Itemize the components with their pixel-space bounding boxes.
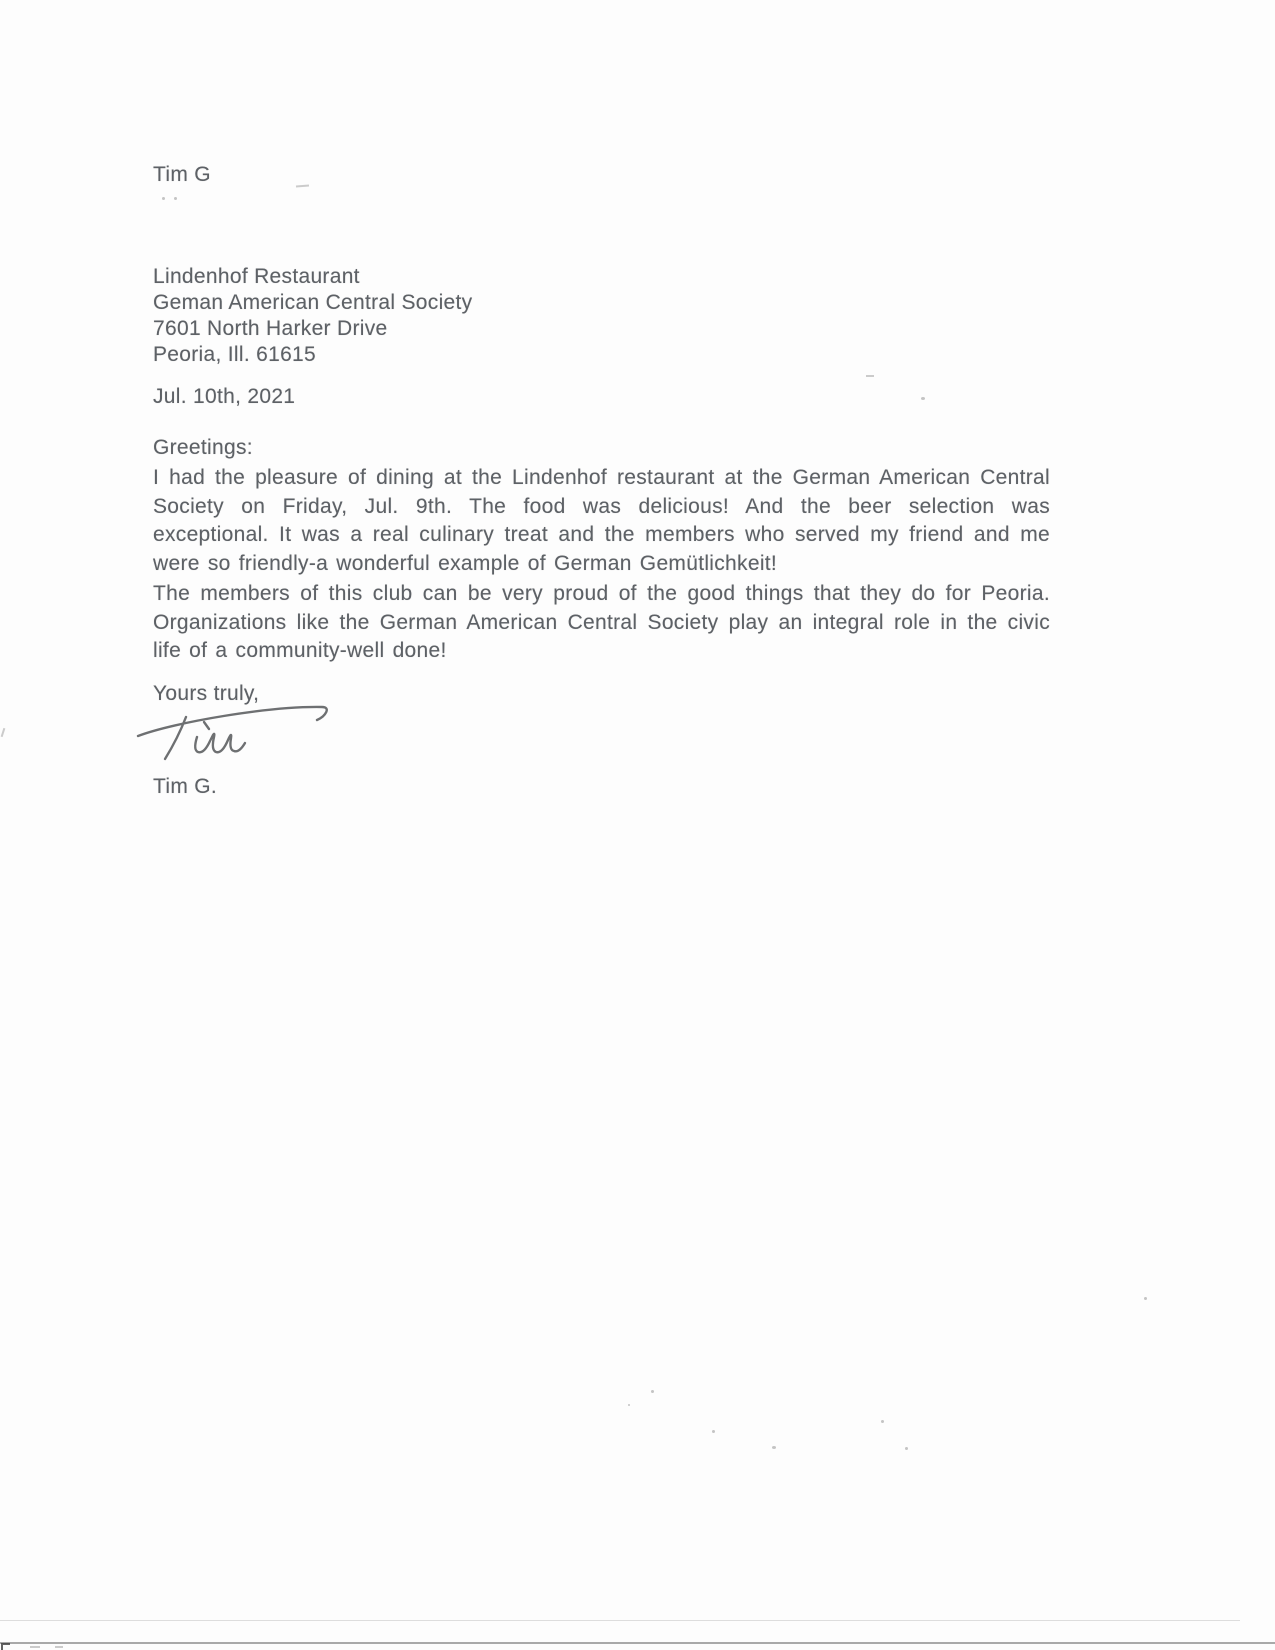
- signed-name: Tim G.: [153, 775, 218, 798]
- scan-line: [0, 1642, 1275, 1644]
- closing-phrase: Yours truly,: [153, 682, 260, 705]
- recipient-name: Lindenhof Restaurant: [153, 265, 360, 288]
- scan-speck: [881, 1420, 884, 1423]
- recipient-city: Peoria, Ill. 61615: [153, 343, 317, 366]
- signature-handwriting: [130, 692, 350, 772]
- sender-name: Tim G: [153, 163, 211, 186]
- recipient-address-block: [153, 264, 472, 368]
- scan-speck: [866, 375, 874, 377]
- salutation: Greetings:: [153, 436, 253, 459]
- scan-speck: [712, 1430, 715, 1433]
- scan-speck: [651, 1390, 654, 1393]
- letter-date: Jul. 10th, 2021: [153, 385, 296, 408]
- scan-speck: [628, 1404, 630, 1406]
- scan-speck: [772, 1446, 776, 1449]
- body-paragraph-1: I had the pleasure of dining at the Lindenhof restaurant at the German American Central Society on Friday, Jul. 9th. The food was delicious! And the beer selection was exceptional. It was a real culinary treat and the members who served my friend and me were so friendly-a wonderful example of German Gemütlichkeit!: [153, 466, 1050, 575]
- body-paragraph-2: The members of this club can be very proud of the good things that they do for Peoria. Organizations like the German American Central Society play an integral role in the civic life of a community-well done!: [153, 582, 1050, 662]
- scan-speck: [1, 728, 6, 737]
- scan-corner-mark: [1, 1643, 10, 1650]
- scan-line: [0, 1620, 1240, 1621]
- recipient-street: 7601 North Harker Drive: [153, 317, 388, 340]
- scan-speck: [1144, 1297, 1147, 1300]
- scan-speck: [55, 1646, 63, 1648]
- scan-speck: [30, 1646, 40, 1648]
- scan-speck: [162, 197, 165, 200]
- scan-speck: [174, 197, 177, 200]
- scan-speck: [296, 185, 309, 188]
- recipient-organization: Geman American Central Society: [153, 291, 473, 314]
- scan-speck: [921, 397, 925, 400]
- scan-speck: [905, 1447, 908, 1450]
